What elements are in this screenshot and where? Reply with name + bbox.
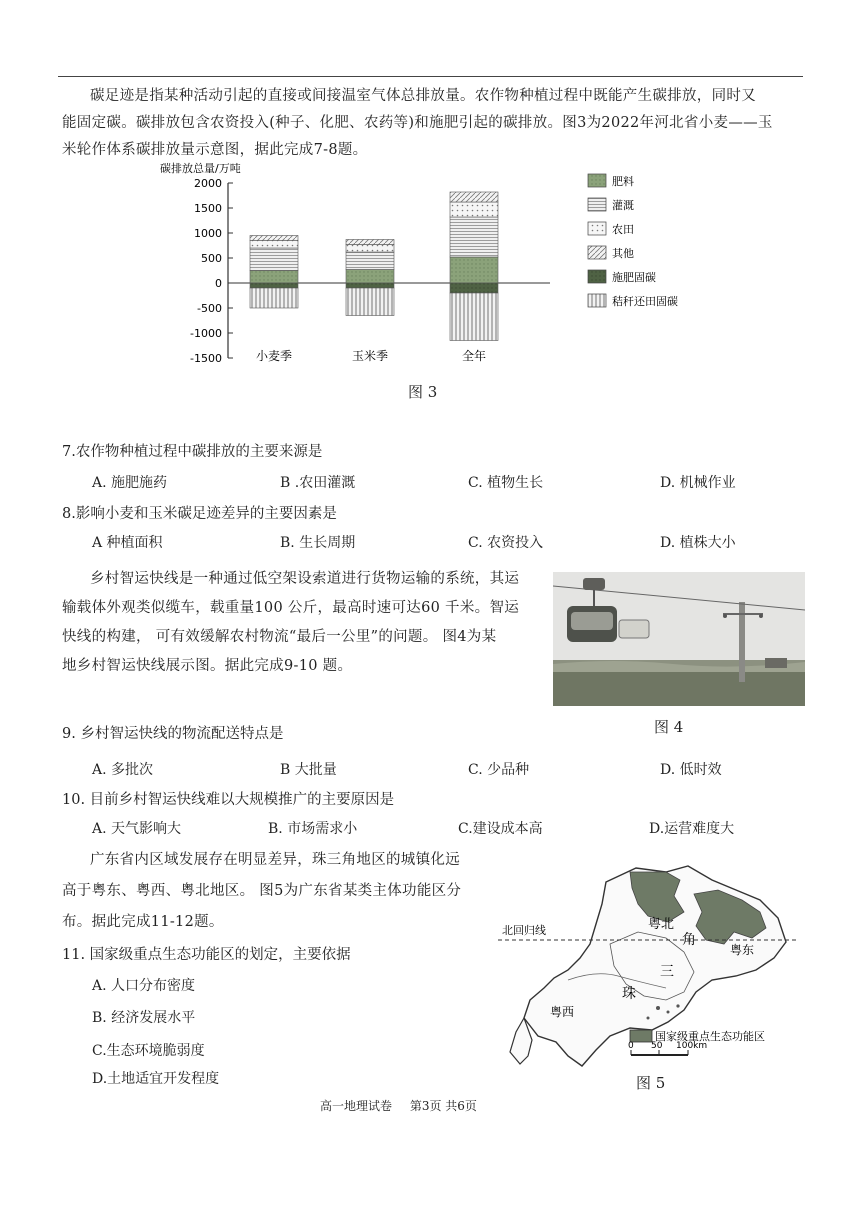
bar-segment-1-0: [346, 270, 394, 284]
q7-option-d[interactable]: D. 机械作业: [660, 475, 736, 491]
scale-50: 50: [651, 1041, 663, 1051]
q10-option-a[interactable]: A. 天气影响大: [92, 821, 182, 837]
intro2-line: 快线的构建， 可有效缓解农村物流“最后一公里”的问题。 图4为某: [62, 629, 497, 645]
label-west: 粤西: [550, 1005, 575, 1019]
legend-label-2: 农田: [612, 223, 634, 236]
footer-title: 高一地理试卷: [320, 1099, 393, 1113]
scale-0: 0: [628, 1041, 634, 1051]
guangdong-map: [498, 860, 803, 1095]
intro2-line: 乡村智运快线是一种通过低空架设索道进行货物运输的系统，其运: [90, 571, 520, 587]
q11-option-b[interactable]: B. 经济发展水平: [92, 1010, 196, 1026]
q9-option-b[interactable]: B 大批量: [280, 762, 337, 778]
bar-segment-0-3: [250, 236, 298, 241]
bar-segment-2-5: [450, 293, 498, 341]
page-footer: [320, 1097, 491, 1114]
y-tick-label: -500: [197, 302, 222, 315]
bar-segment-2-1: [450, 217, 498, 257]
y-tick-label: -1500: [190, 352, 222, 365]
x-category-label: 玉米季: [351, 349, 389, 363]
bar-segment-0-4: [250, 283, 298, 288]
question-9-stem: 9. 乡村智运快线的物流配送特点是: [62, 726, 284, 742]
bar-segment-1-1: [346, 252, 394, 270]
figure3-caption: 图 3: [408, 383, 438, 401]
question-7-stem: 7.农作物种植过程中碳排放的主要来源是: [62, 444, 323, 460]
y-tick-label: -1000: [190, 327, 222, 340]
q8-option-a[interactable]: A 种植面积: [92, 535, 163, 551]
label-jiao: 角: [682, 932, 696, 948]
bar-segment-2-4: [450, 283, 498, 293]
bar-segment-2-3: [450, 192, 498, 202]
legend-label-4: 施肥固碳: [612, 271, 656, 284]
cable-freight-photo: [553, 572, 805, 706]
question-10-stem: 10. 目前乡村智运快线难以大规模推广的主要原因是: [62, 792, 395, 808]
carbon-emission-chart: [150, 158, 710, 373]
intro1-line: 米轮作体系碳排放量示意图，据此完成7-8题。: [62, 142, 368, 158]
y-tick-label: 0: [215, 277, 222, 290]
legend-label-5: 秸秆还田固碳: [612, 295, 678, 308]
intro3-line: 高于粤东、粤西、粤北地区。 图5为广东省某类主体功能区分: [62, 883, 462, 899]
q10-option-c[interactable]: C.建设成本高: [458, 821, 543, 837]
bar-segment-1-2: [346, 245, 394, 253]
bar-segment-1-5: [346, 288, 394, 316]
intro2-line: 输载体外观类似缆车，载重量100 公斤，最高时速可达60 千米。智运: [62, 600, 520, 616]
q7-option-c[interactable]: C. 植物生长: [468, 475, 544, 491]
intro-paragraph-1: [62, 83, 807, 164]
y-tick-label: 1500: [194, 202, 222, 215]
top-rule: [58, 76, 803, 77]
q11-option-a[interactable]: A. 人口分布密度: [92, 978, 196, 994]
legend-label-1: 灌溉: [612, 199, 634, 212]
legend-swatch-4: [588, 270, 606, 283]
q9-option-c[interactable]: C. 少品种: [468, 762, 530, 778]
q7-option-b[interactable]: B .农田灌溉: [280, 475, 356, 491]
label-east: 粤东: [730, 943, 755, 957]
q9-option-d[interactable]: D. 低时效: [660, 762, 722, 778]
y-axis-label: 碳排放总量/万吨: [160, 162, 241, 175]
q10-option-d[interactable]: D.运营难度大: [649, 821, 735, 837]
q10-option-b[interactable]: B. 市场需求小: [268, 821, 358, 837]
legend-swatch-5: [588, 294, 606, 307]
q8-option-d[interactable]: D. 植株大小: [660, 535, 736, 551]
figure4-caption: 图 4: [654, 718, 684, 736]
x-category-label: 全年: [461, 349, 487, 363]
intro-paragraph-2: [62, 565, 552, 681]
label-san: 三: [660, 964, 674, 980]
intro3-line: 广东省内区域发展存在明显差异，珠三角地区的城镇化远: [90, 852, 460, 868]
label-zhu: 珠: [622, 986, 636, 1002]
x-category-label: 小麦季: [255, 349, 293, 363]
bar-segment-1-4: [346, 283, 394, 288]
intro1-line: 碳足迹是指某种活动引起的直接或间接温室气体总排放量。农作物种植过程中既能产生碳排放，同时又: [90, 88, 756, 104]
legend-swatch-3: [588, 246, 606, 259]
y-tick-label: 1000: [194, 227, 222, 240]
q8-option-b[interactable]: B. 生长周期: [280, 535, 356, 551]
bar-segment-2-2: [450, 202, 498, 217]
bar-segment-0-1: [250, 248, 298, 271]
q11-option-c[interactable]: C.生态环境脆弱度: [92, 1043, 205, 1059]
legend-label-3: 其他: [612, 247, 634, 260]
tropic-label: 北回归线: [502, 924, 546, 937]
question-11-stem: 11. 国家级重点生态功能区的划定，主要依据: [62, 947, 351, 963]
question-8-stem: 8.影响小麦和玉米碳足迹差异的主要因素是: [62, 506, 337, 522]
q9-option-a[interactable]: A. 多批次: [92, 762, 154, 778]
footer-page: 第3页 共6页: [409, 1099, 477, 1113]
q8-option-c[interactable]: C. 农资投入: [468, 535, 544, 551]
bar-segment-1-3: [346, 240, 394, 245]
label-north: 粤北: [648, 917, 675, 932]
map-legend-label: 国家级重点生态功能区: [655, 1030, 765, 1043]
y-tick-label: 2000: [194, 177, 222, 190]
legend-label-0: 肥料: [612, 175, 634, 188]
legend-swatch-2: [588, 222, 606, 235]
bar-segment-2-0: [450, 257, 498, 283]
bar-segment-0-5: [250, 288, 298, 308]
intro2-line: 地乡村智运快线展示图。据此完成9-10 题。: [62, 658, 353, 674]
bar-segment-0-2: [250, 241, 298, 249]
q7-option-a[interactable]: A. 施肥施药: [92, 475, 168, 491]
q11-option-d[interactable]: D.土地适宜开发程度: [92, 1071, 220, 1087]
scale-100: 100km: [676, 1041, 708, 1051]
intro3-line: 布。据此完成11-12题。: [62, 914, 224, 930]
intro1-line: 能固定碳。碳排放包含农资投入(种子、化肥、农药等)和施肥引起的碳排放。图3为2022年河北省小麦——玉: [62, 115, 773, 131]
figure5-caption: 图 5: [636, 1074, 666, 1092]
bar-segment-0-0: [250, 271, 298, 284]
intro-paragraph-3: [62, 845, 502, 938]
y-tick-label: 500: [201, 252, 222, 265]
legend-swatch-0: [588, 174, 606, 187]
legend-swatch-1: [588, 198, 606, 211]
